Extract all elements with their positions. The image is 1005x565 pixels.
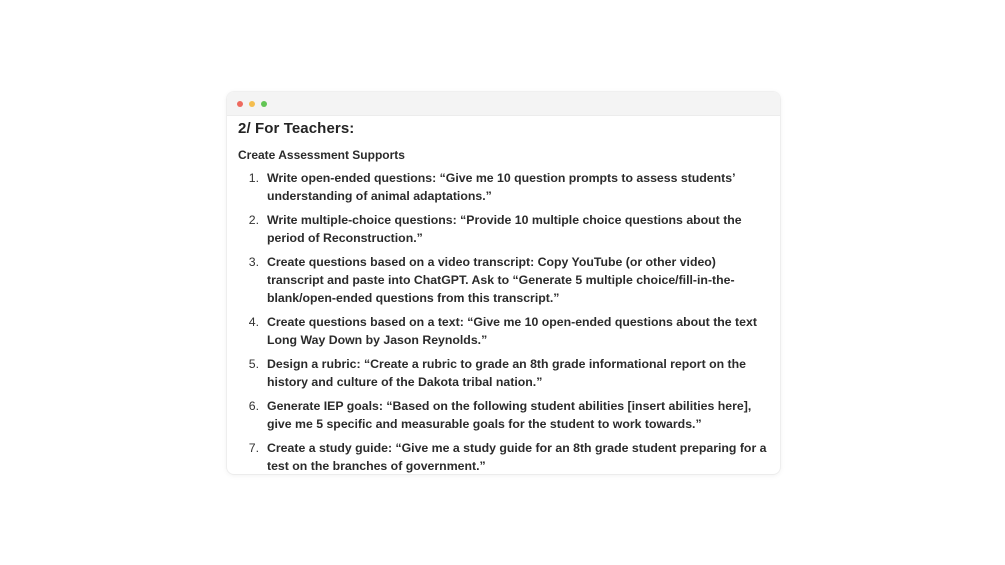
list-item-number: 6. bbox=[248, 399, 259, 413]
zoom-dot-icon[interactable] bbox=[261, 101, 267, 107]
list-item bbox=[238, 397, 770, 433]
page-title: 2/ For Teachers: bbox=[238, 120, 355, 137]
list-item-text: Write open-ended questions: “Give me 10 question prompts to assess students’ understanding of animal adaptations.” bbox=[267, 171, 735, 203]
list-item-text: Write multiple-choice questions: “Provide 10 multiple choice questions about the period of Reconstruction.” bbox=[267, 213, 742, 245]
note-window bbox=[227, 92, 780, 474]
minimize-dot-icon[interactable] bbox=[249, 101, 255, 107]
close-dot-icon[interactable] bbox=[237, 101, 243, 107]
list-item bbox=[238, 313, 770, 349]
list-item-number: 4. bbox=[248, 315, 259, 329]
list-item-number: 2. bbox=[248, 213, 259, 227]
list-item-number: 3. bbox=[248, 255, 259, 269]
list-item-text: Generate IEP goals: “Based on the following student abilities [insert abilities here], give me 5 specific and measurable goals for the student to work towards.” bbox=[267, 399, 752, 431]
note-content bbox=[227, 116, 780, 474]
list-item bbox=[238, 169, 770, 205]
list-item-number: 1. bbox=[248, 171, 259, 185]
list-item-number: 5. bbox=[248, 357, 259, 371]
list-item bbox=[238, 439, 770, 474]
list-item-text: Create a study guide: “Give me a study guide for an 8th grade student preparing for a test on the branches of government.” bbox=[267, 441, 767, 473]
list-item bbox=[238, 253, 770, 307]
list-item-text: Create questions based on a text: “Give me 10 open-ended questions about the text Long Way Down by Jason Reynolds.” bbox=[267, 315, 757, 347]
list-item-text: Design a rubric: “Create a rubric to grade an 8th grade informational report on the history and culture of the Dakota tribal nation.” bbox=[267, 357, 746, 389]
prompt-list bbox=[238, 169, 770, 474]
window-titlebar bbox=[227, 92, 780, 116]
list-item bbox=[238, 355, 770, 391]
section-subheading: Create Assessment Supports bbox=[238, 148, 405, 162]
list-item-text: Create questions based on a video transcript: Copy YouTube (or other video) transcript and paste into ChatGPT. Ask to “Generate 5 multiple choice/fill-in-the-blank/open-ended questions from this transcript.” bbox=[267, 255, 735, 305]
list-item bbox=[238, 211, 770, 247]
list-item-number: 7. bbox=[248, 441, 259, 455]
